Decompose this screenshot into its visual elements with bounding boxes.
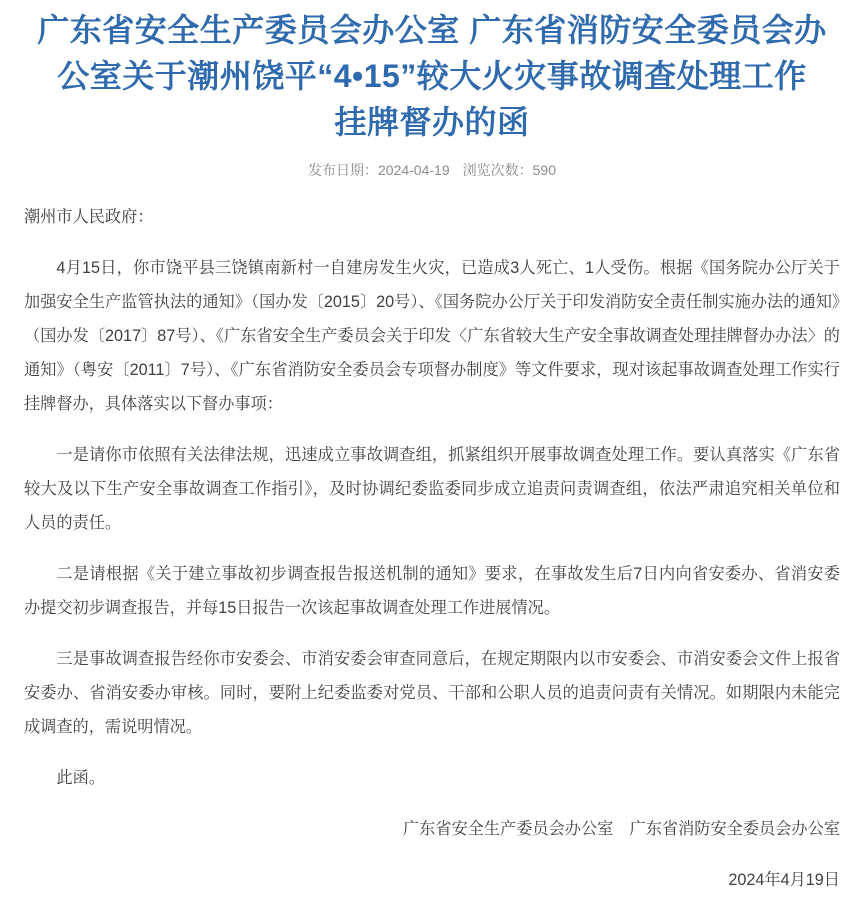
views-label: 浏览次数： (462, 162, 533, 178)
document-meta (24, 160, 840, 180)
letter-paragraph-2: 一是请你市依照有关法律法规，迅速成立事故调查组，抓紧组织开展事故调查处理工作。要认真落实《广东省较大及以下生产安全事故调查工作指引》，及时协调纪委监委同步成立追责问责调查组，依法严肃追究相关单位和人员的责任。 (24, 446, 840, 532)
document-title-line-2: 公室关于潮州饶平“4•15”较大火灾事故调查处理工作 (57, 58, 807, 94)
letter-sign-date: 2024年4月19日 (728, 871, 840, 889)
document-title-line-3: 挂牌督办的函 (334, 104, 530, 140)
letter-paragraph-1: 4月15日，你市饶平县三饶镇南新村一自建房发生火灾，已造成3人死亡、1人受伤。根据《国务院办公厅关于加强安全生产监管执法的通知》（国办发〔2015〕20号）、《国务院办公厅关于印发消防安全责任制实施办法的通知》（国办发〔2017〕87号）、《广东省安全生产委员会关于印发〈广东省较大生产安全事故调查处理挂牌督办办法〉的通知》（粤安〔2011〕7号）、《广东省消防安全委员会专项督办制度》等文件要求，现对该起事故调查处理工作实行挂牌督办，具体落实以下督办事项： (24, 259, 840, 413)
letter-body (24, 200, 840, 897)
letter-paragraph-4: 三是事故调查报告经你市安委会、市消安委会审查同意后，在规定期限内以市安委会、市消安委会文件上报省安委办、省消安委办审核。同时，要附上纪委监委对党员、干部和公职人员的追责问责有关情况。如期限内未能完成调查的，需说明情况。 (24, 650, 840, 736)
views-value: 590 (532, 162, 556, 178)
letter-paragraph-3: 二是请根据《关于建立事故初步调查报告报送机制的通知》要求，在事故发生后7日内向省安委办、省消安委办提交初步调查报告，并每15日报告一次该起事故调查处理工作进展情况。 (24, 565, 840, 617)
publish-date-label: 发布日期： (308, 162, 378, 178)
letter-closing: 此函。 (56, 769, 105, 787)
letter-signature: 广东省安全生产委员会办公室 广东省消防安全委员会办公室 (402, 820, 840, 838)
document-title (24, 7, 840, 145)
letter-salutation: 潮州市人民政府： (24, 208, 154, 226)
document-title-line-1: 广东省安全生产委员会办公室 广东省消防安全委员会办 (37, 12, 827, 48)
publish-date-value: 2024-04-19 (378, 162, 450, 178)
